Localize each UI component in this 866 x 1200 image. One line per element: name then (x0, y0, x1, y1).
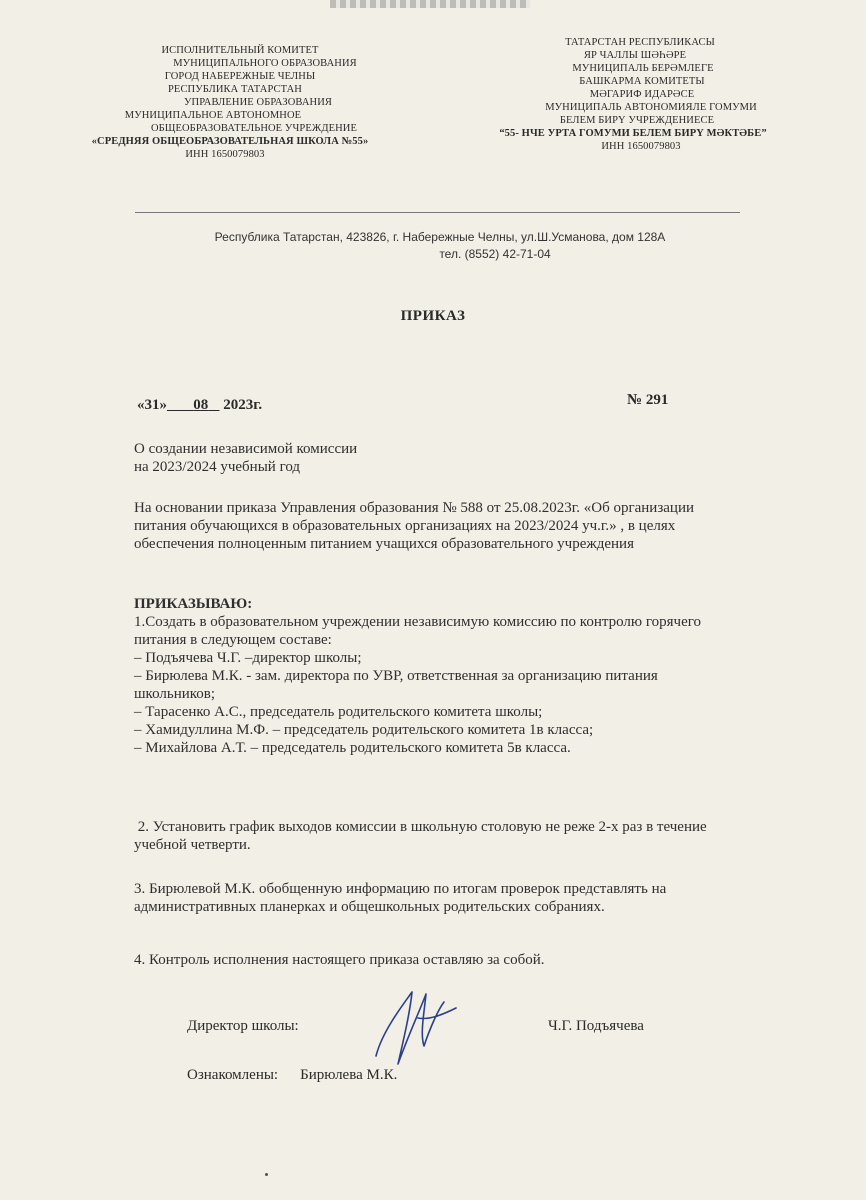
acknowledgement (187, 1067, 397, 1084)
header-right-line: МӘГАРИФ ИДАРӘСЕ (589, 89, 695, 100)
header-right-line: МУНИЦИПАЛЬ БЕРӘМЛЕГЕ (572, 63, 714, 74)
order-number: № 291 (627, 392, 669, 408)
item1-line: питания в следующем составе: (134, 632, 332, 648)
item1-line: – Подъячева Ч.Г. –директор школы; (134, 650, 362, 666)
preamble-line: питания обучающихся в образовательных организациях на 2023/2024 уч.г.» , в целях (134, 518, 676, 534)
header-left-line: РЕСПУБЛИКА ТАТАРСТАН (167, 84, 302, 95)
acknowledged-label: Ознакомлены: (187, 1067, 279, 1083)
header-left-line: УПРАВЛЕНИЕ ОБРАЗОВАНИЯ (183, 97, 332, 108)
header-right-line: БЕЛЕМ БИРҮ УЧРЕЖДЕНИЕСЕ (559, 115, 715, 126)
header-left-line: МУНИЦИПАЛЬНОГО ОБРАЗОВАНИЯ (173, 58, 357, 69)
date-month-underscore-lead (167, 397, 193, 413)
preamble (134, 499, 824, 553)
preamble-line: обеспечения полноценным питанием учащихся образовательного учреждения (134, 536, 634, 552)
header-left-line: ОБЩЕОБРАЗОВАТЕЛЬНОЕ УЧРЕЖДЕНИЕ (150, 123, 357, 134)
director-name: Ч.Г. Подъячева (548, 1018, 644, 1034)
order-heading: ПРИКАЗЫВАЮ: (134, 596, 253, 612)
header-left-line: МУНИЦИПАЛЬНОЕ АВТОНОМНОЕ (124, 110, 302, 121)
item2-line: учебной четверти. (134, 837, 251, 853)
item1-line: – Михайлова А.Т. – председатель родительского комитета 5в класса. (134, 740, 571, 756)
subject-line: на 2023/2024 учебный год (134, 459, 301, 475)
order-date (137, 397, 262, 414)
director-label: Директор школы: (187, 1018, 299, 1034)
document-title: ПРИКАЗ (400, 308, 466, 324)
acknowledged-name: Бирюлева М.К. (300, 1067, 398, 1083)
item4 (134, 951, 824, 969)
scan-speck (265, 1173, 268, 1176)
item4-line: 4. Контроль исполнения настоящего приказа оставляю за собой. (134, 952, 545, 968)
header-right-line: ТАТАРСТАН РЕСПУБЛИКАСЫ (565, 37, 715, 48)
header-left-line: ГОРОД НАБЕРЕЖНЫЕ ЧЕЛНЫ (164, 71, 316, 82)
item3-line: 3. Бирюлевой М.К. обобщенную информацию по итогам проверок представлять на (134, 881, 667, 897)
header-right-line: ЯР ЧАЛЛЫ ШӘҺӘРЕ (583, 50, 687, 61)
item1-line: – Хамидуллина М.Ф. – председатель родительского комитета 1в класса; (134, 722, 594, 738)
header-right-line: БАШКАРМА КОМИТЕТЫ (579, 76, 705, 87)
item1-line: – Тарасенко А.С., председатель родительского комитета школы; (134, 704, 543, 720)
item3 (134, 880, 824, 916)
header-left-block (60, 44, 450, 161)
header-right-line: МУНИЦИПАЛЬ АВТОНОМИЯЛЕ ГОМУМИ (545, 102, 757, 113)
preamble-line: На основании приказа Управления образования № 588 от 25.08.2023г. «Об организации (134, 500, 694, 516)
header-right-block (440, 36, 840, 153)
item1-line: 1.Создать в образовательном учреждении независимую комиссию по контролю горячего (134, 614, 702, 630)
scan-edge-mark (330, 0, 530, 8)
date-month: 08 (193, 397, 209, 413)
date-day: «31» (137, 397, 167, 413)
address-line: Республика Татарстан, 423826, г. Набережные Челны, ул.Ш.Усманова, дом 128А (214, 230, 666, 244)
order-section (134, 595, 824, 757)
item2 (134, 818, 824, 854)
header-left-inn: ИНН 1650079803 (185, 149, 265, 160)
item3-line: административных планерках и общешкольных родительских собраниях. (134, 899, 605, 915)
item1-line: школьников; (134, 686, 216, 702)
item1-line: – Бирюлева М.К. - зам. директора по УВР, ответственная за организацию питания (134, 668, 658, 684)
date-year: 2023г. (223, 397, 263, 413)
header-right-school-name: “55- НЧЕ УРТА ГОМУМИ БЕЛЕМ БИРҮ МӘКТӘБЕ” (499, 128, 767, 139)
header-divider (135, 212, 740, 213)
order-subject (134, 440, 824, 476)
header-left-line: ИСПОЛНИТЕЛЬНЫЙ КОМИТЕТ (161, 45, 319, 56)
subject-line: О создании независимой комиссии (134, 441, 358, 457)
handwritten-signature (368, 984, 468, 1074)
header-right-inn: ИНН 1650079803 (601, 141, 681, 152)
date-month-underscore-tail (208, 397, 219, 413)
header-left-school-name: «СРЕДНЯЯ ОБЩЕОБРАЗОВАТЕЛЬНАЯ ШКОЛА №55» (91, 136, 369, 147)
item2-line: 2. Установить график выходов комиссии в школьную столовую не реже 2-х раз в течение (134, 819, 707, 835)
phone-line: тел. (8552) 42-71-04 (439, 247, 551, 261)
